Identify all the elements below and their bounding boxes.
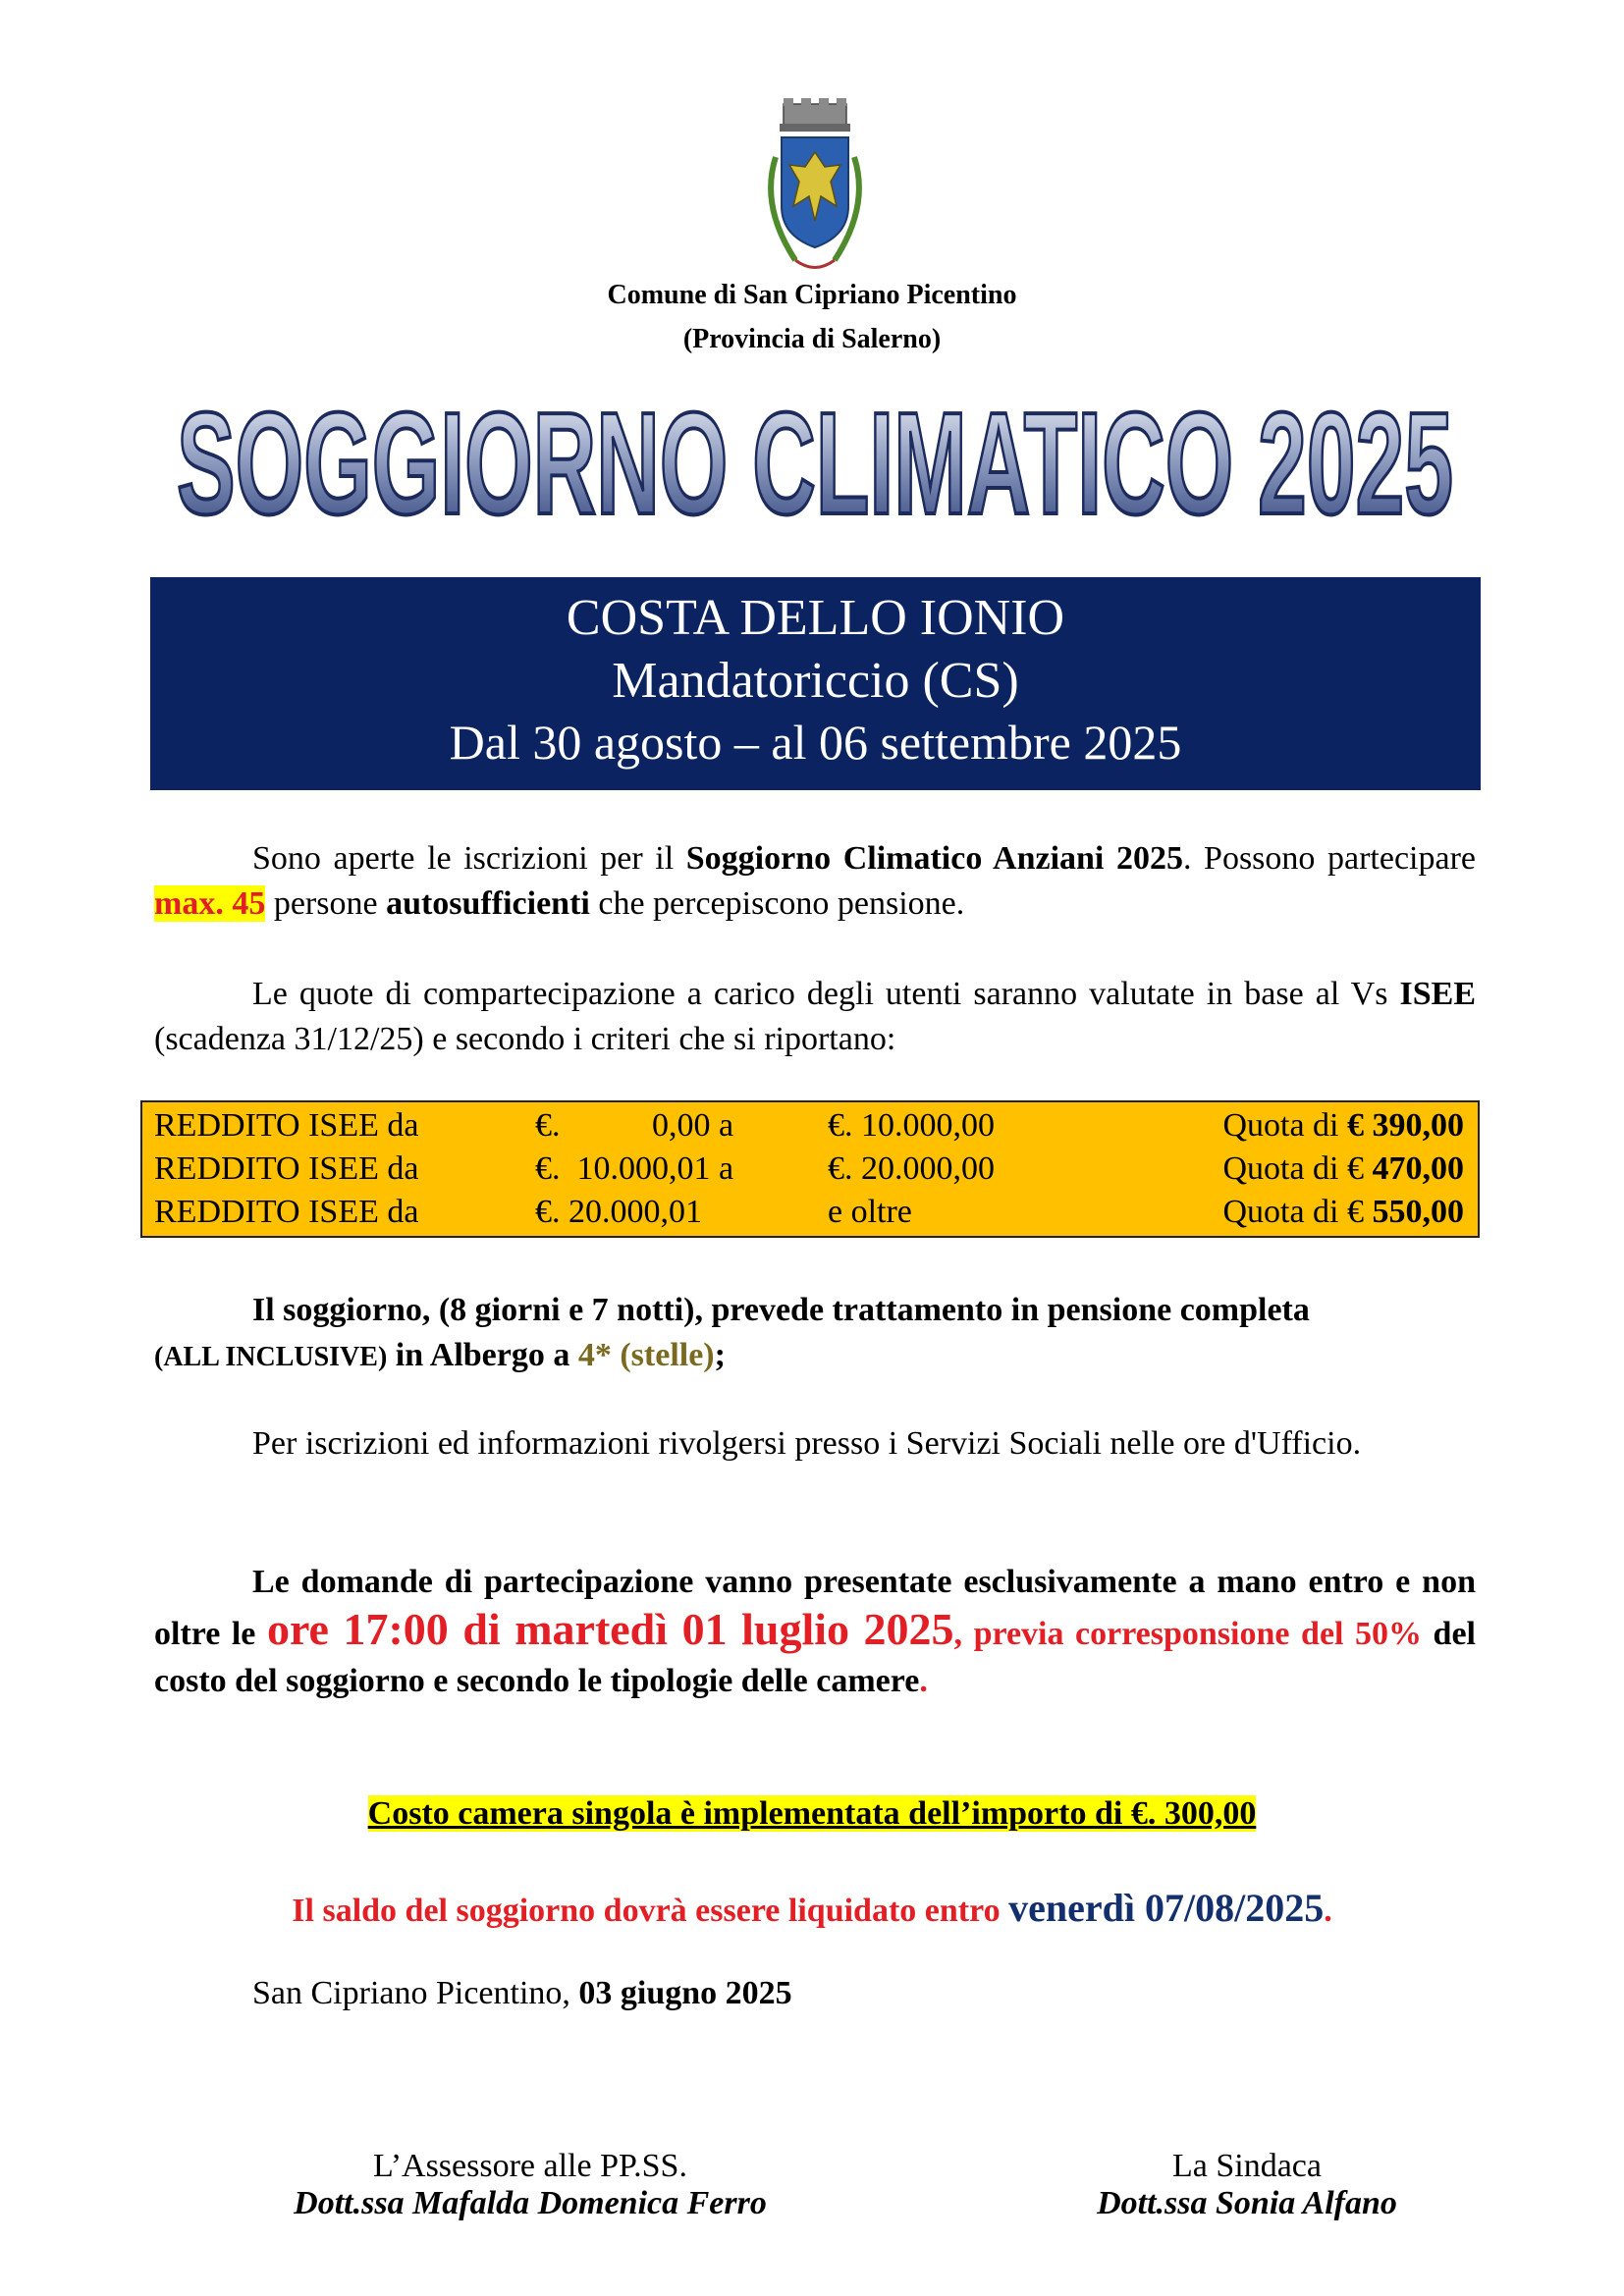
sindaca-signature: La Sindaca Dott.ssa Sonia Alfano <box>1097 2148 1397 2221</box>
date-line: San Cipriano Picentino, 03 giugno 2025 <box>252 1975 792 2011</box>
assessore-signature: L’Assessore alle PP.SS. Dott.ssa Mafalda Domenica Ferro <box>294 2148 767 2221</box>
fees-table <box>140 1100 1480 1238</box>
stay-paragraph: Il soggiorno, (8 giorni e 7 notti), prevede trattamento in pensione completa (ALL INCLUSIVE) in Albergo a 4* (stelle); <box>154 1292 1310 1373</box>
provincia-name: (Provincia di Salerno) <box>682 324 942 354</box>
single-room-note: Costo camera singola è implementata dell’importo di €. 300,00 <box>367 1795 1257 1832</box>
page-title <box>147 348 1483 545</box>
info-paragraph: Per iscrizioni ed informazioni rivolgersi presso i Servizi Sociali nelle ore d'Ufficio. <box>252 1425 1362 1462</box>
fee-row: REDDITO ISEE da €. 0,00 a €. 10.000,00 Quota di € 390,00 <box>154 1107 1464 1144</box>
comune-name: Comune di San Cipriano Picentino <box>607 280 1017 310</box>
balance-date: venerdì 07/08/2025 <box>1008 1886 1325 1930</box>
fee-row: REDDITO ISEE da €. 20.000,01 e oltre Quota di € 550,00 <box>154 1194 1464 1230</box>
quote-paragraph: Le quote di compartecipazione a carico degli utenti saranno valutate in base al Vs ISEE (scadenza 31/12/25) e secondo i criteri che si riportano: <box>154 976 1476 1057</box>
balance-note: Il saldo del soggiorno dovrà essere liquidato entro venerdì 07/08/2025. <box>292 1886 1332 1930</box>
banner-line-1: COSTA DELLO IONIO <box>566 590 1065 646</box>
deadline-paragraph: Le domande di partecipazione vanno presentate esclusivamente a mano entro e non oltre le ore 17:00 di martedì 01 luglio 2025, previa corresponsione del 50% del costo del soggiorno e secondo le tipologie delle camere. <box>154 1564 1476 1699</box>
destination-banner <box>150 577 1481 790</box>
fee-row: REDDITO ISEE da €. 10.000,01 a €. 20.000,00 Quota di € 470,00 <box>154 1150 1464 1187</box>
banner-line-2: Mandatoriccio (CS) <box>612 653 1019 709</box>
max-participants: max. 45 <box>154 885 266 922</box>
star-rating: 4* (stelle) <box>577 1337 715 1373</box>
svg-text:SOGGIORNO CLIMATICO 2025: SOGGIORNO CLIMATICO 2025 <box>177 383 1453 545</box>
banner-line-3: Dal 30 agosto – al 06 settembre 2025 <box>449 715 1182 770</box>
deadline-date: ore 17:00 di martedì 01 luglio 2025 <box>266 1604 954 1654</box>
intro-paragraph: Sono aperte le iscrizioni per il Soggiorno Climatico Anziani 2025. Possono partecipare max. 45 persone autosufficienti che percepiscono pensione. <box>154 840 1476 922</box>
crest-icon <box>746 98 884 285</box>
